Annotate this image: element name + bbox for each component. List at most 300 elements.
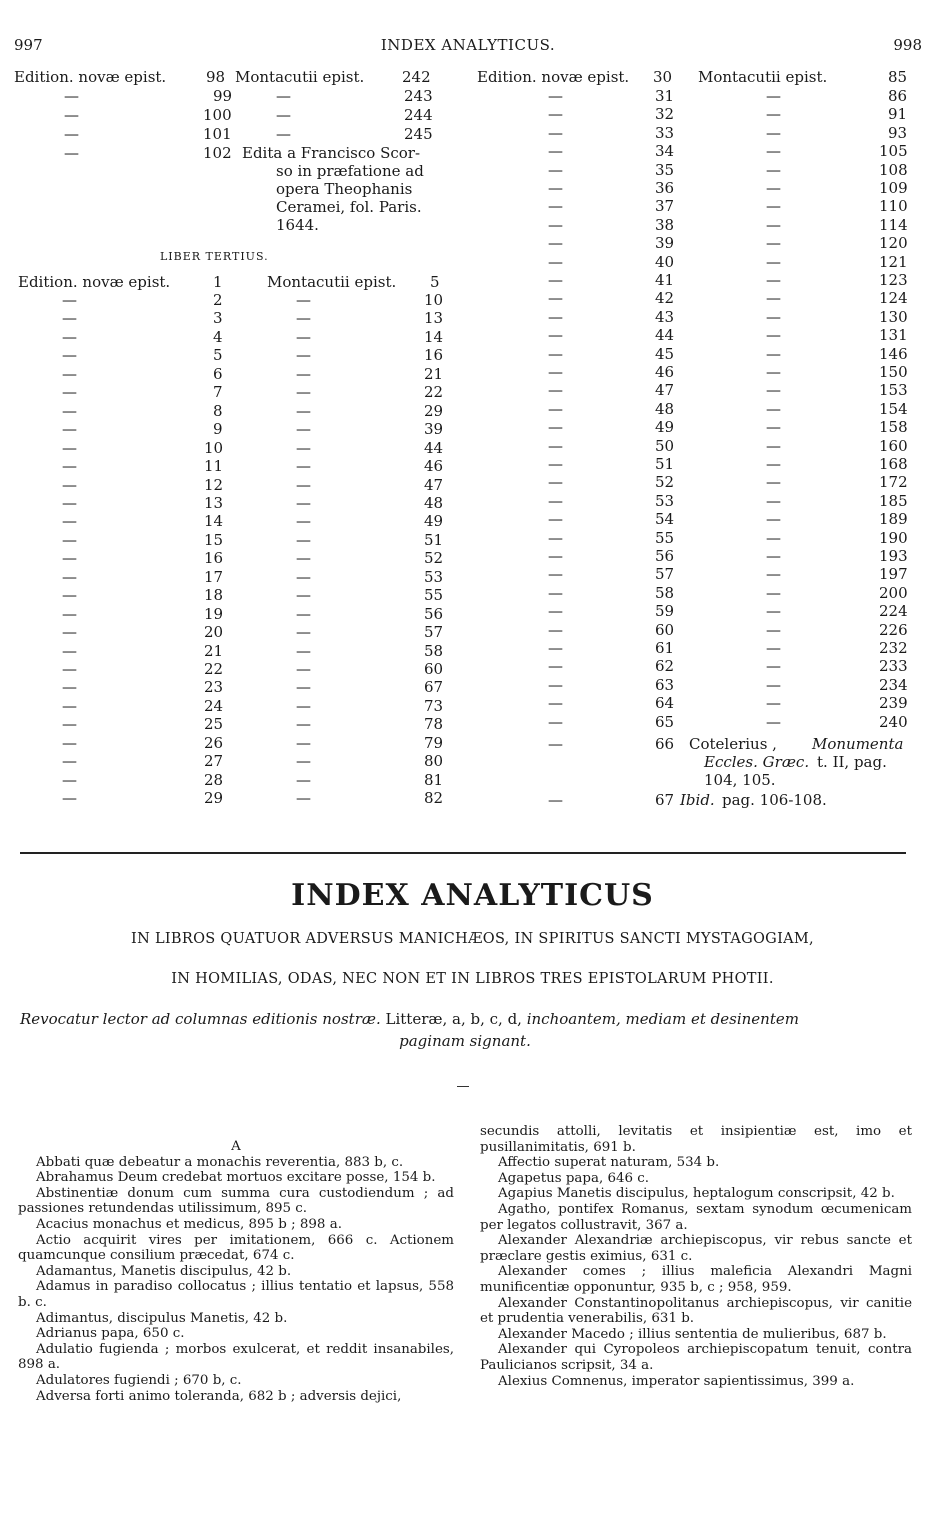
table-cell-number: 21 [204, 641, 224, 660]
table-cell-dash: — [548, 455, 563, 473]
table-cell-dash: — [766, 160, 781, 179]
table-cell-number: 108 [879, 160, 908, 179]
table-cell-number: 234 [879, 675, 908, 694]
table-cell-edition-note: Eccles. Græc. [704, 753, 810, 771]
table-cell-number: 57 [424, 623, 444, 642]
table-cell-dash: — [296, 512, 311, 531]
table-cell-dash: — [296, 623, 311, 642]
table-cell-number: 21 [424, 364, 444, 383]
index-entry: Affectio superat naturam, 534 b. [498, 1155, 720, 1171]
index-subtitle-line-1: IN LIBROS QUATUOR ADVERSUS MANICHÆOS, IN SPIRITUS SANCTI MYSTAGOGIAM, [131, 931, 814, 947]
table-cell-dash: — [548, 123, 563, 142]
table-cell-dash: — [296, 678, 311, 697]
table-cell-number: 31 [655, 87, 675, 105]
table-cell-dash: — [296, 549, 311, 568]
table-cell-dash: — [62, 752, 77, 771]
table-cell-dash: — [766, 344, 781, 363]
table-cell-edition-note: 104, 105. [704, 771, 776, 789]
table-cell-dash: — [766, 234, 781, 253]
table-cell-number: 79 [424, 733, 444, 752]
table-cell-edition-note: Ceramei, fol. Paris. [276, 198, 422, 216]
table-cell-dash: — [548, 197, 563, 216]
table-cell-number: 28 [204, 770, 224, 789]
table-cell-number: 15 [204, 530, 224, 549]
table-cell-dash: — [62, 789, 77, 808]
table-cell-dash: — [766, 712, 781, 731]
table-cell-dash: — [62, 530, 77, 549]
table-cell-number: 81 [424, 770, 444, 789]
table-cell-number: 172 [879, 473, 908, 492]
table-cell-number: 64 [655, 694, 675, 713]
table-cell-number: 22 [204, 660, 224, 678]
table-cell-dash: — [766, 179, 781, 197]
table-cell-number: 56 [655, 547, 675, 565]
table-cell-dash: — [766, 694, 781, 713]
table-cell-number: 242 [402, 68, 431, 86]
table-cell-dash: — [766, 675, 781, 694]
table-cell-dash: — [766, 252, 781, 271]
table-cell-number: 16 [204, 549, 224, 568]
table-cell-number: 39 [655, 234, 675, 253]
table-cell-edition-note: so in præfatione ad [276, 162, 424, 180]
table-cell-number: 42 [655, 289, 675, 308]
table-cell-number: 78 [424, 715, 444, 734]
table-cell-number: 49 [424, 512, 444, 531]
table-cell-edition-label: Edition. novæ epist. [477, 68, 630, 86]
table-cell-number: 86 [888, 87, 908, 105]
table-cell-dash: — [548, 528, 563, 547]
table-cell-number: 131 [879, 326, 908, 345]
index-entry: Agapius Manetis discipulus, heptalogum conscripsit, 42 b. [498, 1186, 895, 1202]
table-cell-number: 32 [655, 105, 675, 124]
table-cell-dash: — [62, 327, 77, 346]
table-cell-number: 66 [655, 735, 675, 753]
table-cell-dash: — [296, 586, 311, 605]
table-cell-dash: — [548, 694, 563, 713]
table-cell-dash: — [548, 491, 563, 510]
index-entry: Adversa forti animo toleranda, 682 b ; adversis dejici, [36, 1388, 402, 1404]
table-cell-number: 146 [879, 344, 908, 363]
table-cell-dash: — [766, 326, 781, 345]
table-cell-number: 80 [424, 752, 444, 771]
table-cell-edition-note: Monumenta [812, 735, 904, 753]
index-entry: Adulatores fugiendi ; 670 b, c. [36, 1372, 242, 1388]
table-cell-number: 47 [655, 381, 675, 400]
note-italic-part: inchoantem, mediam et desinentem [526, 1010, 799, 1028]
table-cell-dash: — [766, 142, 781, 161]
table-cell-number: 52 [424, 549, 444, 568]
table-cell-dash: — [766, 473, 781, 492]
table-cell-number: 52 [655, 473, 675, 492]
table-cell-number: 41 [655, 271, 675, 289]
table-cell-number: 58 [655, 583, 675, 602]
table-cell-edition-note: opera Theophanis [276, 180, 413, 198]
index-entry-continuation: secundis attolli, levitatis et insipientiæ est, imo et pusillanimitatis, 691 b. [480, 1124, 912, 1155]
table-cell-dash: — [62, 696, 77, 715]
table-cell-dash: — [766, 565, 781, 584]
table-cell-dash: — [766, 123, 781, 142]
table-cell-dash: — [548, 381, 563, 400]
table-cell-dash: — [548, 142, 563, 161]
index-entry: Adamantus, Manetis discipulus, 42 b. [36, 1263, 292, 1279]
table-cell-number: 13 [424, 309, 444, 328]
table-cell-number: 29 [424, 401, 444, 420]
table-cell-number: 56 [424, 604, 444, 623]
index-entry: Adimantus, discipulus Manetis, 42 b. [36, 1310, 288, 1326]
table-cell-number: 53 [655, 491, 675, 510]
table-cell-number: 14 [424, 327, 444, 346]
table-cell-dash: — [62, 660, 77, 678]
index-entry: Agapetus papa, 646 c. [498, 1170, 650, 1186]
table-cell-number: 27 [204, 752, 224, 771]
table-cell-number: 51 [424, 530, 444, 549]
table-cell-dash: — [276, 106, 291, 124]
table-cell-number: 109 [879, 179, 908, 197]
table-cell-number: 26 [204, 733, 224, 752]
table-cell-number: 154 [879, 399, 908, 418]
table-cell-number: 5 [430, 273, 440, 291]
table-cell-edition-label: Edition. novæ epist. [18, 273, 171, 291]
table-cell-dash: — [548, 510, 563, 529]
ornamental-dash [457, 1086, 469, 1087]
table-cell-edition-label: Edition. novæ epist. [14, 68, 167, 86]
table-cell-dash: — [548, 583, 563, 602]
table-cell-dash: — [548, 436, 563, 455]
table-cell-dash: — [62, 457, 77, 476]
table-cell-dash: — [548, 105, 563, 124]
table-cell-dash: — [276, 125, 291, 143]
table-cell-number: 14 [204, 512, 224, 531]
table-cell-number: 190 [879, 528, 908, 547]
table-cell-number: 3 [213, 309, 223, 328]
table-cell-number: 153 [879, 381, 908, 400]
table-cell-number: 124 [879, 289, 908, 308]
table-cell-number: 105 [879, 142, 908, 161]
table-cell-dash: — [548, 271, 563, 289]
table-cell-number: 9 [213, 420, 223, 439]
table-cell-dash: — [64, 125, 79, 143]
table-cell-dash: — [548, 252, 563, 271]
index-entry: Adamus in paradiso collocatus ; illius tentatio et lapsus, 558 b. c. [18, 1279, 454, 1310]
table-cell-number: 60 [424, 660, 444, 678]
table-cell-number: 60 [655, 620, 675, 639]
table-cell-dash: — [62, 623, 77, 642]
table-cell-dash: — [62, 586, 77, 605]
table-cell-edition-note: Ibid. [680, 791, 715, 809]
table-cell-number: 245 [404, 125, 433, 143]
table-cell-dash: — [548, 326, 563, 345]
table-cell-dash: — [766, 620, 781, 639]
table-cell-dash: — [64, 144, 79, 162]
table-cell-dash: — [548, 363, 563, 381]
note-italic-part: Revocatur lector ad columnas editionis nostræ. [20, 1010, 381, 1028]
table-cell-number: 73 [424, 696, 444, 715]
table-cell-number: 54 [655, 510, 675, 529]
table-cell-number: 2 [213, 291, 223, 309]
table-cell-dash: — [62, 346, 77, 365]
table-cell-dash: — [62, 401, 77, 420]
table-cell-number: 17 [204, 567, 224, 586]
table-cell-number: 67 [424, 678, 444, 697]
table-cell-number: 51 [655, 455, 675, 473]
table-cell-dash: — [548, 712, 563, 731]
table-cell-number: 158 [879, 418, 908, 437]
table-cell-number: 232 [879, 639, 908, 657]
table-cell-number: 58 [424, 641, 444, 660]
table-cell-dash: — [766, 363, 781, 381]
table-cell-dash: — [766, 289, 781, 308]
table-cell-number: 240 [879, 712, 908, 731]
index-entry: Alexius Comnenus, imperator sapientissimus, 399 a. [498, 1373, 855, 1389]
table-cell-dash: — [62, 641, 77, 660]
table-cell-dash: — [296, 752, 311, 771]
table-cell-number: 12 [204, 475, 224, 494]
table-cell-number: 33 [655, 123, 675, 142]
table-cell-edition-note: t. II, pag. [817, 753, 887, 771]
table-cell-number: 197 [879, 565, 908, 584]
table-cell-dash: — [62, 715, 77, 734]
table-cell-edition-note: pag. 106-108. [722, 791, 827, 809]
table-cell-dash: — [62, 364, 77, 383]
table-cell-dash: — [296, 789, 311, 808]
table-cell-number: 46 [424, 457, 444, 476]
table-cell-dash: — [548, 657, 563, 676]
table-cell-number: 37 [655, 197, 675, 216]
table-cell-number: 233 [879, 657, 908, 676]
table-cell-dash: — [62, 420, 77, 439]
table-cell-number: 47 [424, 475, 444, 494]
table-cell-dash: — [296, 660, 311, 678]
table-cell-dash: — [296, 641, 311, 660]
table-cell-dash: — [296, 530, 311, 549]
section-label-liber-tertius: LIBER TERTIUS. [160, 250, 269, 263]
table-cell-dash: — [296, 604, 311, 623]
index-entry: Alexander Alexandriæ archiepiscopus, vir rebus sancte et præclare gestis eximius, 631 c. [480, 1233, 912, 1264]
table-cell-number: 100 [203, 106, 232, 124]
table-cell-dash: — [548, 289, 563, 308]
page-number-left: 997 [14, 36, 43, 54]
table-cell-dash: — [548, 675, 563, 694]
table-cell-dash: — [766, 307, 781, 326]
index-entry: Alexander comes ; illius maleficia Alexandri Magni munificentiæ opponuntur, 935 b, c ; 958, 959. [480, 1264, 912, 1295]
table-cell-dash: — [296, 457, 311, 476]
section-divider [20, 852, 906, 854]
table-cell-number: 40 [655, 252, 675, 271]
table-cell-dash: — [548, 602, 563, 621]
table-cell-number: 30 [653, 68, 673, 86]
table-cell-number: 82 [424, 789, 444, 808]
table-cell-dash: — [548, 565, 563, 584]
table-cell-number: 10 [204, 438, 224, 457]
table-cell-dash: — [548, 791, 563, 809]
table-cell-montacutii-label: Montacutii epist. [235, 68, 365, 86]
index-entry: Agatho, pontifex Romanus, sextam synodum œcumenicam per legatos collustravit, 367 a. [480, 1201, 912, 1233]
table-cell-number: 24 [204, 696, 224, 715]
table-cell-dash: — [296, 475, 311, 494]
index-entry: Adulatio fugienda ; morbos exulcerat, et reddit insanabiles, 898 a. [18, 1341, 454, 1373]
table-cell-number: 59 [655, 602, 675, 621]
table-cell-number: 102 [203, 144, 232, 162]
index-entry: Alexander Macedo ; illius sententia de mulieribus, 687 b. [498, 1326, 887, 1342]
table-cell-number: 16 [424, 346, 444, 365]
table-cell-dash: — [296, 715, 311, 734]
table-cell-number: 239 [879, 694, 908, 713]
table-cell-number: 93 [888, 123, 908, 142]
table-cell-dash: — [548, 179, 563, 197]
table-cell-number: 23 [204, 678, 224, 697]
table-cell-number: 48 [655, 399, 675, 418]
table-cell-number: 123 [879, 271, 908, 289]
index-entry: Actio acquirit vires per imitationem, 666 c. Actionem quamcunque consilium præcedat, 674 c. [18, 1232, 454, 1264]
table-cell-dash: — [766, 436, 781, 455]
table-cell-edition-note: Edita a Francisco Scor- [242, 144, 421, 162]
table-cell-dash: — [296, 346, 311, 365]
index-entry: Alexander Constantinopolitanus archiepiscopus, vir canitie et prudentia venerabilis, 631 b. [480, 1295, 912, 1327]
table-cell-dash: — [766, 381, 781, 400]
table-cell-dash: — [548, 234, 563, 253]
table-cell-number: 185 [879, 491, 908, 510]
index-entry: Adrianus papa, 650 c. [36, 1326, 185, 1342]
table-cell-edition-note: 1644. [276, 216, 319, 234]
table-cell-dash: — [548, 160, 563, 179]
table-cell-number: 91 [888, 105, 908, 124]
table-cell-number: 120 [879, 234, 908, 253]
page-number-right: 998 [893, 36, 922, 54]
table-cell-dash: — [766, 583, 781, 602]
table-cell-number: 45 [655, 344, 675, 363]
index-entry: Acacius monachus et medicus, 895 b ; 898 a. [36, 1216, 342, 1232]
table-cell-dash: — [62, 291, 77, 309]
note-italic-part: paginam signant. [399, 1032, 531, 1050]
table-cell-number: 44 [424, 438, 444, 457]
table-cell-number: 49 [655, 418, 675, 437]
table-cell-number: 67 [655, 791, 675, 809]
table-cell-dash: — [548, 639, 563, 657]
table-cell-number: 5 [213, 346, 223, 365]
table-cell-number: 150 [879, 363, 908, 381]
table-cell-number: 65 [655, 712, 675, 731]
table-cell-dash: — [296, 567, 311, 586]
index-entry: Alexander qui Cyropoleos archiepiscopatum tenuit, contra Paulicianos scripsit, 34 a. [480, 1342, 912, 1373]
table-cell-dash: — [296, 309, 311, 328]
table-cell-number: 55 [424, 586, 444, 605]
table-cell-dash: — [766, 197, 781, 216]
table-cell-dash: — [62, 549, 77, 568]
index-column-right [480, 1124, 912, 1389]
table-cell-number: 57 [655, 565, 675, 584]
table-cell-number: 98 [206, 68, 226, 86]
table-cell-dash: — [766, 271, 781, 289]
table-cell-number: 63 [655, 675, 675, 694]
table-cell-dash: — [766, 657, 781, 676]
table-cell-number: 226 [879, 620, 908, 639]
table-cell-number: 25 [204, 715, 224, 734]
table-cell-number: 8 [213, 401, 223, 420]
table-cell-number: 38 [655, 215, 675, 234]
table-cell-dash: — [766, 639, 781, 657]
table-cell-number: 62 [655, 657, 675, 676]
table-cell-dash: — [62, 733, 77, 752]
table-cell-number: 53 [424, 567, 444, 586]
table-cell-number: 168 [879, 455, 908, 473]
table-cell-dash: — [64, 87, 79, 105]
table-cell-number: 121 [879, 252, 908, 271]
table-cell-dash: — [766, 547, 781, 565]
table-cell-dash: — [548, 620, 563, 639]
table-cell-number: 39 [424, 420, 444, 439]
table-cell-number: 13 [204, 493, 224, 512]
table-cell-dash: — [548, 87, 563, 105]
table-cell-number: 50 [655, 436, 675, 455]
table-cell-dash: — [276, 87, 291, 105]
table-cell-edition-note: Cotelerius , [689, 735, 777, 753]
table-cell-montacutii-label: Montacutii epist. [698, 68, 828, 86]
table-cell-dash: — [296, 493, 311, 512]
table-cell-dash: — [296, 438, 311, 457]
table-cell-number: 35 [655, 160, 675, 179]
table-cell-number: 130 [879, 307, 908, 326]
table-cell-number: 99 [213, 87, 233, 105]
running-title: INDEX ANALYTICUS. [380, 36, 556, 54]
table-cell-dash: — [548, 735, 563, 753]
table-cell-number: 101 [203, 125, 232, 143]
index-subtitle-line-2: IN HOMILIAS, ODAS, NEC NON ET IN LIBROS TRES EPISTOLARUM PHOTII. [171, 971, 774, 987]
table-cell-number: 4 [213, 327, 223, 346]
table-cell-dash: — [62, 567, 77, 586]
table-cell-dash: — [62, 678, 77, 697]
table-cell-dash: — [62, 493, 77, 512]
table-cell-number: 34 [655, 142, 675, 161]
table-cell-dash: — [62, 383, 77, 402]
table-cell-number: 244 [404, 106, 433, 124]
table-cell-dash: — [548, 473, 563, 492]
index-title: INDEX ANALYTICUS [291, 878, 654, 913]
table-cell-dash: — [548, 399, 563, 418]
index-column-left [18, 1139, 454, 1404]
table-cell-number: 110 [879, 197, 908, 216]
note-roman-part: Litteræ, a, b, c, d, [385, 1010, 522, 1028]
table-cell-dash: — [548, 215, 563, 234]
table-cell-dash: — [548, 344, 563, 363]
table-cell-number: 19 [204, 604, 224, 623]
table-cell-number: 160 [879, 436, 908, 455]
table-cell-number: 200 [879, 583, 908, 602]
table-cell-dash: — [766, 602, 781, 621]
table-cell-dash: — [766, 399, 781, 418]
table-cell-number: 1 [213, 273, 223, 291]
table-cell-number: 189 [879, 510, 908, 529]
table-cell-dash: — [766, 510, 781, 529]
table-cell-dash: — [766, 418, 781, 437]
index-entry: Abstinentiæ donum cum summa cura custodiendum ; ad passiones retundendas utilissimum, 895 c. [18, 1185, 454, 1217]
table-cell-dash: — [766, 87, 781, 105]
table-cell-number: 10 [424, 291, 444, 309]
table-cell-dash: — [62, 309, 77, 328]
table-cell-number: 114 [879, 215, 908, 234]
table-cell-number: 48 [424, 493, 444, 512]
table-cell-number: 224 [879, 602, 908, 621]
table-cell-number: 36 [655, 179, 675, 197]
table-cell-dash: — [296, 364, 311, 383]
table-cell-dash: — [548, 547, 563, 565]
table-cell-dash: — [296, 401, 311, 420]
table-cell-number: 44 [655, 326, 675, 345]
table-cell-number: 61 [655, 639, 675, 657]
table-cell-number: 55 [655, 528, 675, 547]
table-cell-number: 46 [655, 363, 675, 381]
table-cell-dash: — [296, 291, 311, 309]
table-cell-dash: — [62, 438, 77, 457]
